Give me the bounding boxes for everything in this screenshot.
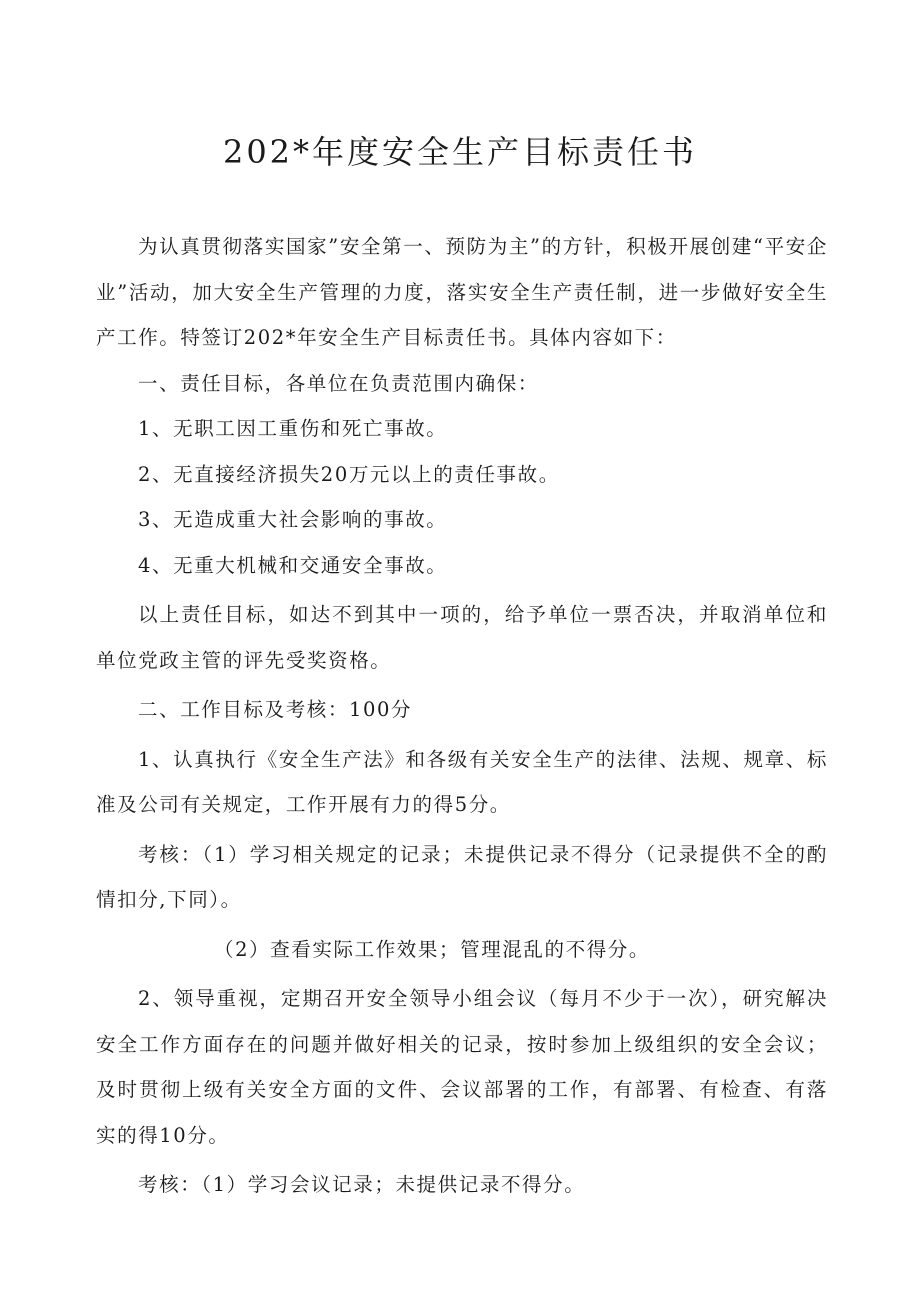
goal-penalty-paragraph: 以上责任目标，如达不到其中一项的，给予单位一票否决，并取消单位和单位党政主管的评先受奖资格。 <box>96 603 828 672</box>
section-heading-work-goals: 二、工作目标及考核：100分 <box>138 698 413 721</box>
goal-item-2: 2、无直接经济损失20万元以上的责任事故。 <box>138 462 560 486</box>
goal-item-4: 4、无重大机械和交通安全事故。 <box>138 553 448 577</box>
document-title: 202*年度安全生产目标责任书 <box>222 133 698 171</box>
assessment-2-1: 考核：（1）学习会议记录；未提供记录不得分。 <box>138 1173 586 1196</box>
section-heading-responsibility-goals: 一、责任目标，各单位在负责范围内确保： <box>138 371 539 395</box>
assessment-1-2: （2）查看实际工作效果；管理混乱的不得分。 <box>214 937 651 961</box>
goal-item-3: 3、无造成重大社会影响的事故。 <box>138 508 448 531</box>
assessment-1-1: 考核：（1）学习相关规定的记录；未提供记录不得分（记录提供不全的酌情扣分,下同）。 <box>96 842 828 911</box>
intro-paragraph: 为认真贯彻落实国家”安全第一、预防为主”的方针，积极开展创建“平安企业”活动，加大安全生产管理的力度，落实安全生产责任制，进一步做好安全生产工作。特签订202*年安全生产目标责任书。具体内容如下： <box>96 235 828 349</box>
work-item-2: 2、领导重视，定期召开安全领导小组会议（每月不少于一次），研究解决安全工作方面存在的问题并做好相关的记录，按时参加上级组织的安全会议；及时贯彻上级有关安全方面的文件、会议部署的工作，有部署、有检查、有落实的得10分。 <box>96 987 828 1147</box>
work-item-1: 1、认真执行《安全生产法》和各级有关安全生产的法律、法规、规章、标准及公司有关规定，工作开展有力的得5分。 <box>96 747 828 816</box>
goal-item-1: 1、无职工因工重伤和死亡事故。 <box>138 417 448 440</box>
document-body <box>96 224 828 1208</box>
